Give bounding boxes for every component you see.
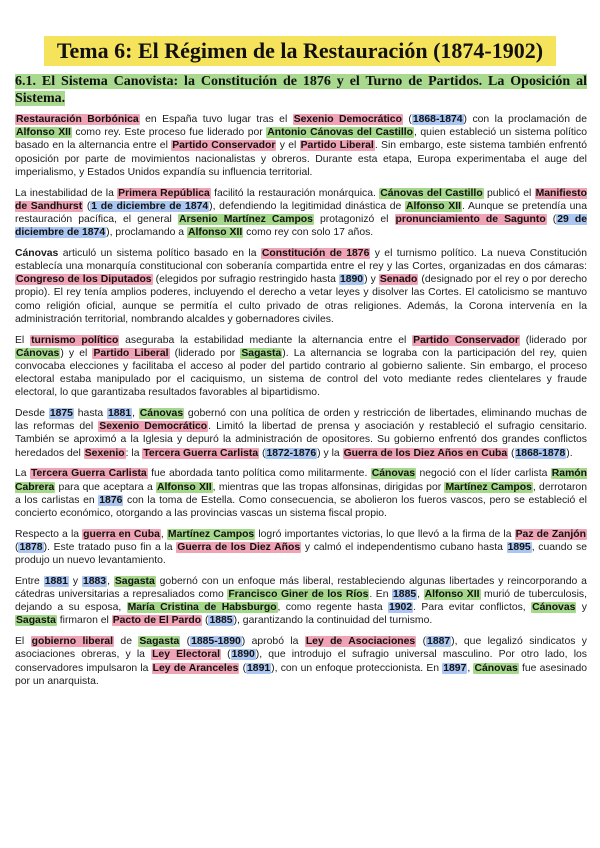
highlight-blue: 1885-1890 xyxy=(191,636,241,648)
text-run: protagonizó el xyxy=(313,213,395,225)
text-run: , xyxy=(132,408,139,420)
text-run: de xyxy=(114,636,139,648)
highlight-blue: 1890 xyxy=(231,649,255,661)
paragraph xyxy=(15,113,587,179)
text-run: y el turnismo político. La nueva Constitución establecía una monarquía constitucional con soberanía compartida entre el rey y las Cortes, organizadas en dos cámaras: xyxy=(15,247,587,273)
highlight-red: Partido Conservador xyxy=(172,140,276,152)
text-run: , xyxy=(417,589,424,600)
text-run: gobernó con una política de orden y restricción de libertades, eliminando muchas de las reformas del xyxy=(15,408,587,433)
highlight-green: Alfonso XII xyxy=(187,227,243,239)
highlight-green: Cánovas del Castillo xyxy=(380,187,483,199)
text-run: . Limitó la libertad de prensa y asociación y restableció el sufragio censitario. También se aproximó a la Iglesia y depuró la administración de opositores. Su gobierno enfrentó dos grandes conflictos heredados del xyxy=(15,421,587,459)
text-run: , xyxy=(107,575,114,587)
highlight-green: Sagasta xyxy=(114,575,155,587)
text-run: aseguraba la estabilidad mediante la alternancia entre el xyxy=(119,334,413,346)
text-run: La inestabilidad de la xyxy=(15,187,118,199)
highlight-red: Pacto de El Pardo xyxy=(112,615,202,627)
highlight-blue: 1885 xyxy=(393,589,417,600)
page-title: Tema 6: El Régimen de la Restauración (1874-1902) xyxy=(56,38,544,63)
highlight-red: Guerra de los Diez Años xyxy=(177,541,301,553)
paragraph xyxy=(15,467,587,520)
text-run: con la toma de Estella. Como consecuencia, se abolieron los fueros vascos, pero se estableció el concierto económico, otorgando a las provincias vascas un sistema fiscal propio. xyxy=(15,494,587,519)
text-run: facilitó la restauración monárquica. xyxy=(210,187,380,199)
text-run: El xyxy=(15,636,31,648)
highlight-green: Sagasta xyxy=(139,636,180,648)
text-run: gobernó con un enfoque más liberal, restableciendo algunas libertades y reincorporando a cátedras universitarias a represaliados como xyxy=(15,575,587,600)
document-body xyxy=(15,113,587,695)
highlight-red: Congreso de los Diputados xyxy=(16,274,152,286)
highlight-blue: 1868-1874 xyxy=(412,114,463,125)
text-run: en España tuvo lugar tras el xyxy=(139,114,293,125)
highlight-red: Sexenio xyxy=(84,447,125,459)
highlight-blue: 1897 xyxy=(443,662,467,674)
highlight-blue: 1885 xyxy=(209,615,233,627)
paragraph xyxy=(15,407,587,460)
text-run: ( xyxy=(546,213,557,225)
highlight-red: Ley de Asociaciones xyxy=(305,636,416,648)
highlight-green: Alfonso XII xyxy=(16,127,71,139)
highlight-blue: 1 de diciembre de 1874 xyxy=(91,200,209,212)
text-run: ( xyxy=(221,649,231,661)
text-run: ) y la xyxy=(317,447,343,459)
text-run: (liderado por xyxy=(519,334,587,346)
text-run: Respecto a la xyxy=(15,528,83,540)
highlight-green: Cánovas xyxy=(474,662,518,674)
text-run: ( xyxy=(15,541,19,553)
text-run: ( xyxy=(239,662,247,674)
highlight-green: Sagasta xyxy=(241,347,282,359)
paragraph xyxy=(15,334,587,400)
highlight-red: gobierno liberal xyxy=(31,636,114,648)
text-run: como rey. Este proceso fue liderado por xyxy=(71,127,267,139)
highlight-blue: 1887 xyxy=(427,636,451,648)
highlight-blue: 1895 xyxy=(507,541,531,553)
highlight-blue: 1875 xyxy=(49,408,73,420)
text-run: articuló un sistema político basado en la xyxy=(58,247,261,259)
text-run: , xyxy=(467,662,474,674)
section-subtitle-text: 6.1. El Sistema Canovista: la Constitución de 1876 y el Turno de Partidos. La Oposición al Sistema. xyxy=(15,74,587,106)
highlight-green: María Cristina de Habsburgo xyxy=(127,602,277,614)
text-run: ( xyxy=(180,636,191,648)
text-run: ( xyxy=(508,447,515,459)
highlight-blue: 29 de diciembre de 1874 xyxy=(15,213,587,239)
text-run: y xyxy=(68,575,82,587)
text-run: publicó el xyxy=(483,187,535,199)
text-run: , como regente hasta xyxy=(277,602,388,614)
highlight-green: Sagasta xyxy=(16,615,56,627)
highlight-blue: 1876 xyxy=(99,494,123,506)
text-run: . Aunque se pretendía una restauración pacífica, el general xyxy=(15,200,587,225)
highlight-green: Cánovas xyxy=(532,602,576,614)
highlight-red: Senado xyxy=(379,274,418,286)
text-run: . Para evitar conflictos, xyxy=(413,602,532,614)
highlight-green: Cánovas xyxy=(371,468,416,480)
highlight-blue: 1891 xyxy=(247,662,271,674)
highlight-blue: 1878 xyxy=(19,541,43,553)
highlight-red: Guerra de los Diez Años en Cuba xyxy=(343,447,508,459)
text-run: . En xyxy=(369,589,393,600)
text-run: como rey con solo 17 años. xyxy=(243,227,374,239)
highlight-green: Martínez Campos xyxy=(445,481,532,493)
highlight-green: Cánovas xyxy=(139,408,184,420)
text-run: ). xyxy=(566,447,573,459)
paragraph xyxy=(15,187,587,240)
highlight-blue: 1902 xyxy=(389,602,413,614)
text-run: , derrotaron a los carlistas en xyxy=(15,481,587,506)
paragraph xyxy=(15,528,587,568)
highlight-green: Francisco Giner de los Ríos xyxy=(228,589,369,600)
highlight-red: Partido Liberal xyxy=(93,347,169,359)
text-run: Entre xyxy=(15,575,44,587)
highlight-red: Sexenio Democrático xyxy=(293,114,402,125)
highlight-green: Cánovas xyxy=(16,347,60,359)
highlight-green: Alfonso XII xyxy=(157,481,212,493)
highlight-green: Arsenio Martínez Campos xyxy=(178,213,313,225)
highlight-blue: 1872-1876 xyxy=(266,447,317,459)
text-run: ), proclamando a xyxy=(106,227,187,239)
section-subtitle xyxy=(15,73,587,107)
text-run: y calmó el independentismo cubano hasta xyxy=(301,541,507,553)
text-run: hasta xyxy=(73,408,107,420)
text-run: ) aprobó la xyxy=(241,636,305,648)
paragraph xyxy=(15,575,587,628)
text-run: (elegidos por sufragio restringido hasta xyxy=(152,274,339,286)
highlight-red: Restauración Borbónica xyxy=(16,114,139,125)
text-run: murió de tuberculosis, dejando a su esposa, xyxy=(15,589,587,614)
text-run: ( xyxy=(83,200,91,212)
highlight-blue: 1868-1878 xyxy=(515,447,566,459)
highlight-red: Constitución de 1876 xyxy=(261,247,370,259)
text-run: El xyxy=(15,334,31,346)
highlight-red: guerra en Cuba xyxy=(83,528,160,540)
text-run: ( xyxy=(202,615,209,627)
title-banner xyxy=(44,36,556,66)
highlight-blue: 1883 xyxy=(82,575,107,587)
highlight-green: Ramón Cabrera xyxy=(15,468,587,493)
highlight-red: Ley Electoral xyxy=(152,649,221,661)
text-run: ( xyxy=(416,636,427,648)
highlight-red: Tercera Guerra Carlista xyxy=(30,468,147,480)
text-run: fue abordada tanto política como militarmente. xyxy=(147,468,371,480)
text-run: ( xyxy=(259,447,266,459)
highlight-red: pronunciamiento de Sagunto xyxy=(395,213,546,225)
highlight-red: Sexenio Democrático xyxy=(99,421,208,433)
highlight-green: Antonio Cánovas del Castillo xyxy=(267,127,413,139)
text-run: ) y el xyxy=(60,347,93,359)
text-run: ), garantizando la continuidad del turnismo. xyxy=(233,615,433,627)
text-run: ), con un enfoque proteccionista. En xyxy=(271,662,443,674)
highlight-blue: 1881 xyxy=(107,408,132,420)
highlight-blue: 1890 xyxy=(339,274,364,286)
text-run: ( xyxy=(402,114,412,125)
text-run: (liderado por xyxy=(169,347,241,359)
text-run: negoció con el líder carlista xyxy=(416,468,551,480)
highlight-green: Alfonso XII xyxy=(405,200,462,212)
text-run: (designado por el rey o por derecho propio). El rey tenía amplios poderes, incluyendo el derecho a vetar leyes y disolver las Cortes. El catolicismo se mantuvo como religión oficial, aunque se permitía el culto privado de otras religiones. Además, la Corona intervenía en la administración territorial, nombrando alcaldes y gobernadores civiles. xyxy=(15,274,588,325)
text-run: Cánovas xyxy=(15,247,59,259)
text-run: ), que introdujo el sufragio universal masculino. Por otro lado, los conservadores impulsaron la xyxy=(15,649,587,674)
text-run: , quien estableció un sistema político basado en la alternancia entre el xyxy=(15,127,588,152)
highlight-red: Paz de Zanjón xyxy=(515,528,586,540)
highlight-green: Martínez Campos xyxy=(167,528,255,540)
text-run: ), defendiendo la legitimidad dinástica de xyxy=(209,200,405,212)
text-run: La xyxy=(15,468,30,480)
highlight-red: Partido Conservador xyxy=(413,334,519,346)
highlight-red: Manifiesto de Sandhurst xyxy=(15,187,587,212)
highlight-red: Partido Liberal xyxy=(300,140,374,152)
text-run: para que aceptara a xyxy=(55,481,156,493)
paragraph xyxy=(15,635,587,688)
text-run: . Sin embargo, este sistema también enfrentó oposición por parte de movimientos nacionalistas y obreros. Durante esta etapa, Europa experimentaba el auge del imperialismo, y Estados Unidos expandía su influencia territorial. xyxy=(15,140,588,178)
text-run: y el xyxy=(276,140,300,152)
text-run: , cuando se produjo un nuevo levantamiento. xyxy=(15,541,588,567)
text-run: : la xyxy=(125,447,143,459)
text-run: Desde xyxy=(15,408,49,420)
text-run: ), que legalizó sindicatos y asociaciones obreras, y la xyxy=(15,636,587,661)
text-run: , mientras que las tropas alfonsinas, dirigidas por xyxy=(212,481,445,493)
text-run: logró importantes victorias, lo que llevó a la firma de la xyxy=(255,528,515,540)
text-run: ). La alternancia se lograba con la participación del rey, quien convocaba elecciones y facilitaba el acceso al poder del partido contrario al gobierno saliente. Sin embargo, el proceso electoral estaba manipulado por el caciquismo, un sistema de control del voto mediante redes clientelares y fraude electoral, lo que garantizaba resultados favorables al bipartidismo. xyxy=(15,347,587,399)
text-run: ). Este tratado puso fin a la xyxy=(43,541,177,553)
text-run: fue asesinado por un anarquista. xyxy=(15,662,588,687)
text-run: y xyxy=(576,602,587,614)
text-run: ) y xyxy=(364,274,379,286)
highlight-red: turnismo político xyxy=(31,334,119,346)
highlight-blue: 1881 xyxy=(44,575,68,587)
text-run: ) con la proclamación de xyxy=(463,114,587,125)
highlight-red: Tercera Guerra Carlista xyxy=(143,447,259,459)
highlight-green: Alfonso XII xyxy=(424,589,480,600)
text-run: , xyxy=(160,528,167,540)
text-run: firmaron el xyxy=(56,615,112,627)
highlight-red: Ley de Aranceles xyxy=(152,662,239,674)
highlight-red: Primera República xyxy=(118,187,210,199)
paragraph xyxy=(15,247,587,326)
